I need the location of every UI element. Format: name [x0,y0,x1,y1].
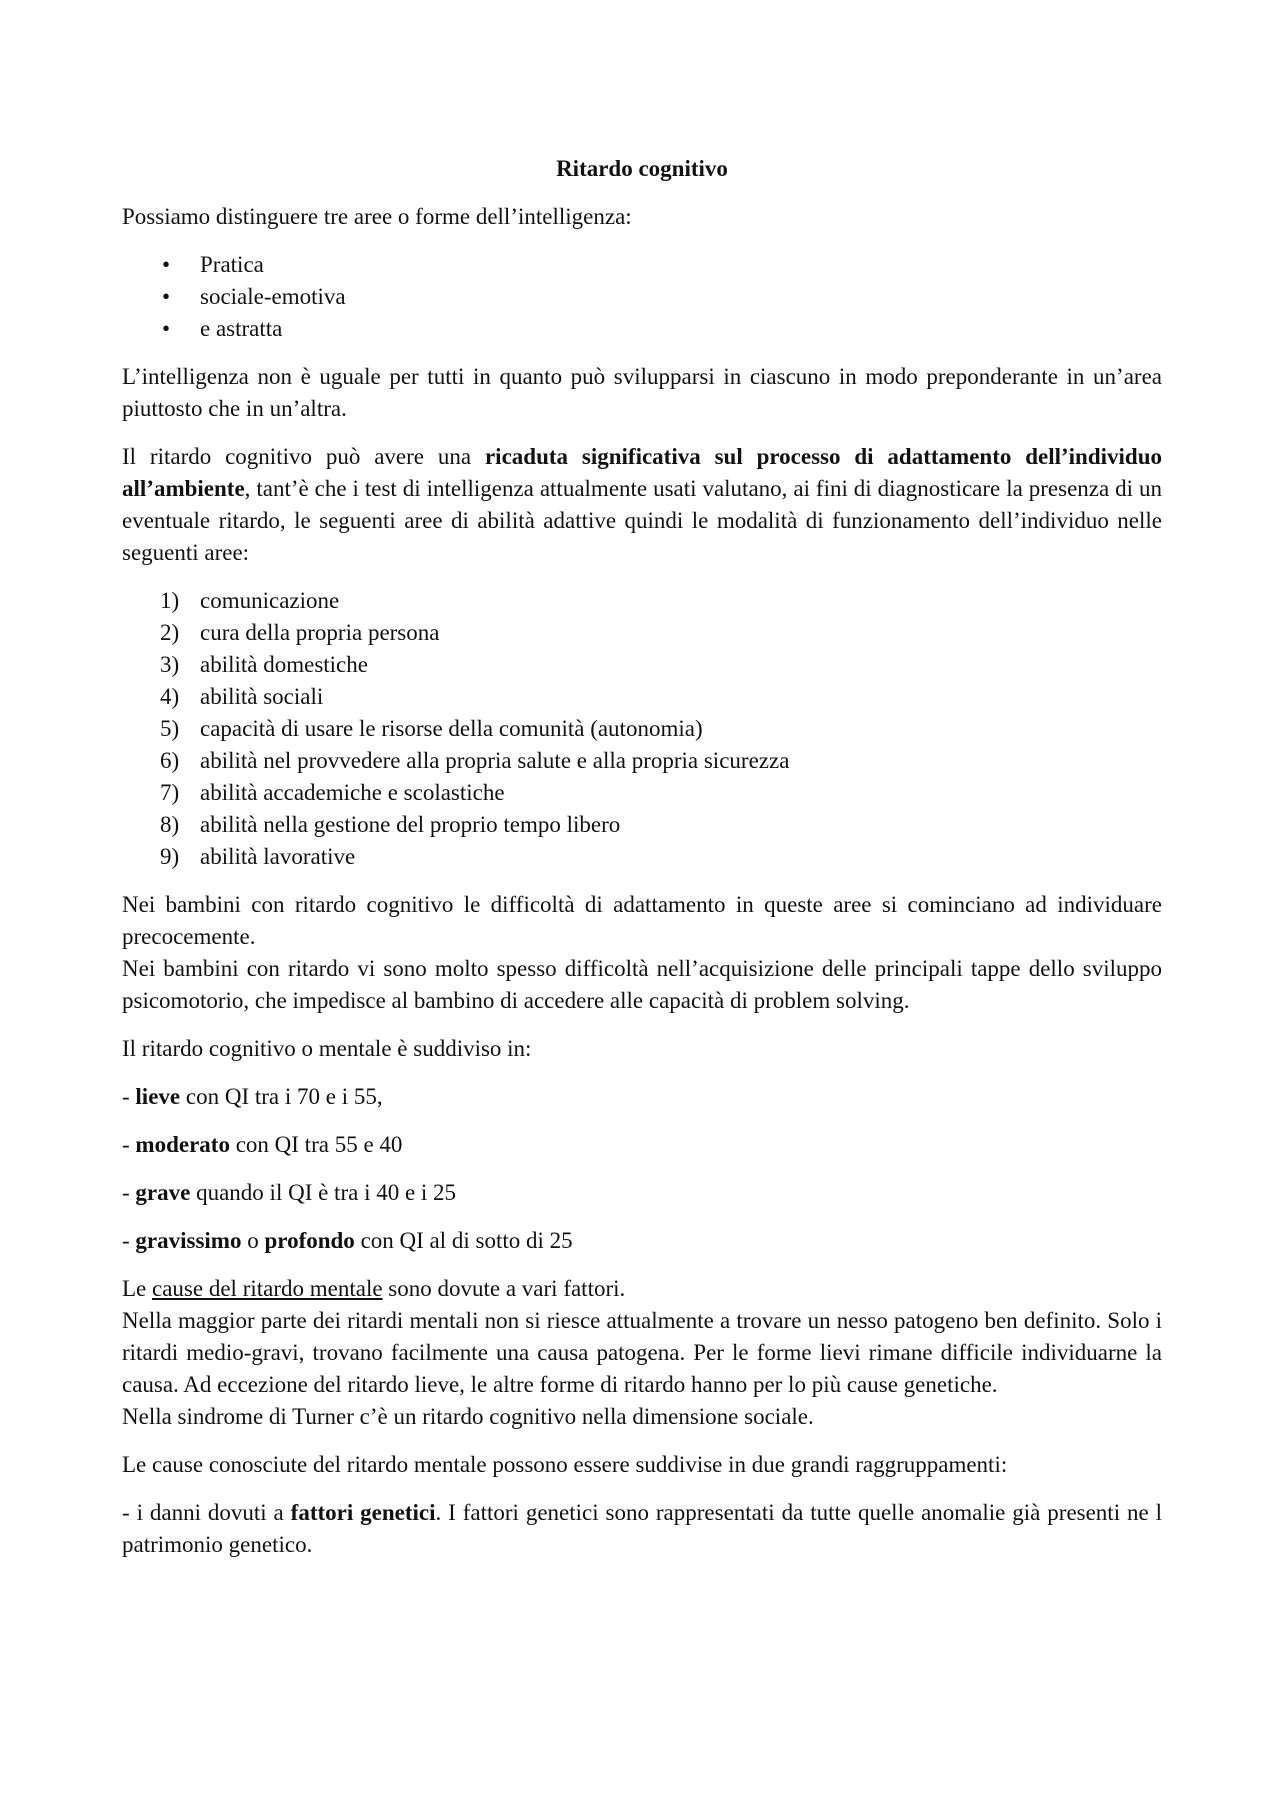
document-title: Ritardo cognitivo [556,156,728,181]
psychomotor-paragraph: Nei bambini con ritardo vi sono molto spesso difficoltà nell’acquisizione delle principali tappe dello sviluppo psicomotorio, che impedisce al bambino di accedere alle capacità di problem solving. [122,956,1162,1013]
list-item: 4) abilità sociali [160,684,324,709]
document-page [122,153,1162,1577]
list-item: 5) capacità di usare le risorse della comunità (autonomia) [160,716,703,741]
list-item: 3) abilità domestiche [160,652,368,677]
causes-paragraph: Nella maggior parte dei ritardi mentali non si riesce attualmente a trovare un nesso patogeno ben definito. Solo i ritardi medio-gravi, trovano facilmente una causa patogena. Per le forme lievi rimane difficile individuarne la causa. Ad eccezione del ritardo lieve, le altre forme di ritardo hanno per lo più cause genetiche. [122,1308,1162,1397]
groupings-paragraph: Le cause conosciute del ritardo mentale possono essere suddivise in due grandi raggruppamenti: [122,1452,1008,1477]
list-item: 1) comunicazione [160,588,340,613]
intelligence-paragraph: L’intelligenza non è uguale per tutti in quanto può svilupparsi in ciascuno in modo preponderante in un’area piuttosto che in un’altra. [122,364,1162,421]
bullet-icon: • [162,252,171,277]
underlined-text: cause del ritardo mentale [152,1276,383,1301]
list-item: • sociale-emotiva [122,281,1162,313]
adaptation-paragraph: Il ritardo cognitivo può avere una ricaduta significativa sul processo di adattamento dell’individuo all’ambiente, tant’è che i test di intelligenza attualmente usati valutano, ai fini di diagnosticare la presenza di un eventuale ritardo, le seguenti aree di abilità adattive quindi le modalità di funzionamento dell’individuo nelle seguenti aree: [122,444,1162,565]
classification-intro: Il ritardo cognitivo o mentale è suddiviso in: [122,1036,532,1061]
intro-paragraph: Possiamo distinguere tre aree o forme dell’intelligenza: [122,204,632,229]
list-item: 6) abilità nel provvedere alla propria salute e alla propria sicurezza [160,748,790,773]
turner-paragraph: Nella sindrome di Turner c’è un ritardo cognitivo nella dimensione sociale. [122,1404,814,1429]
emphasis-text: ricaduta significativa sul processo di adattamento dell’individuo all’ambiente [122,444,1162,501]
list-item: 2) cura della propria persona [160,620,440,645]
adaptive-areas-list [122,585,1162,873]
early-signs-paragraph: Nei bambini con ritardo cognitivo le difficoltà di adattamento in queste aree si cominciano ad individuare precocemente. [122,892,1162,949]
level-gravissimo: - gravissimo o profondo con QI al di sotto di 25 [122,1228,573,1253]
list-item: • Pratica [122,249,1162,281]
intelligence-forms-list [122,249,1162,345]
bullet-icon: • [162,316,171,341]
list-item: 9) abilità lavorative [160,844,356,869]
genetic-factors-paragraph: - i danni dovuti a fattori genetici. I fattori genetici sono rappresentati da tutte quelle anomalie già presenti ne l patrimonio genetico. [122,1500,1162,1557]
level-grave: - grave quando il QI è tra i 40 e i 25 [122,1180,457,1205]
list-item: • e astratta [122,313,1162,345]
emphasis-text: fattori genetici [290,1500,436,1525]
level-moderato: - moderato con QI tra 55 e 40 [122,1132,403,1157]
list-item: 7) abilità accademiche e scolastiche [160,780,505,805]
level-lieve: - lieve con QI tra i 70 e i 55, [122,1084,383,1109]
list-item: 8) abilità nella gestione del proprio tempo libero [160,812,621,837]
bullet-icon: • [162,284,171,309]
causes-heading-line: Le cause del ritardo mentale sono dovute a vari fattori. [122,1276,626,1301]
